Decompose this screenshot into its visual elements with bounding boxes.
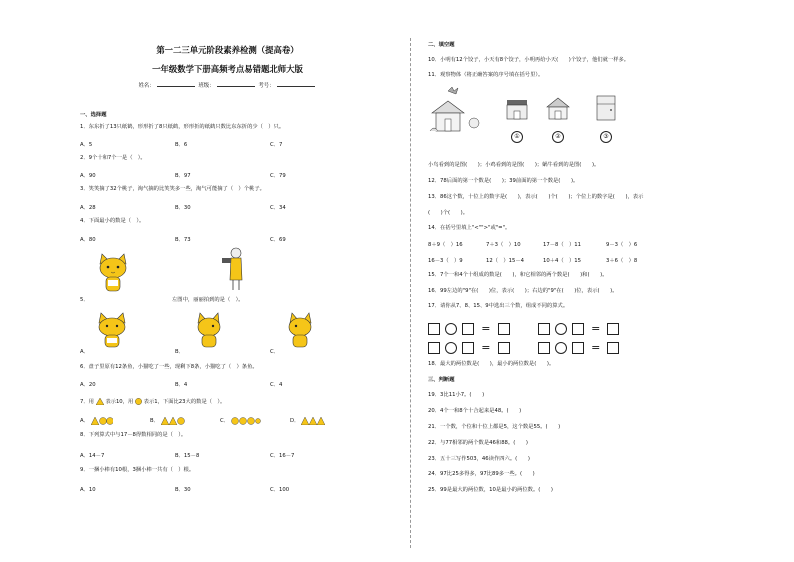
girl-camera-icon [218, 246, 248, 294]
q5-option-images [96, 312, 128, 352]
class-label: 班级： [198, 83, 215, 89]
q5-opt-a[interactable]: A． [80, 349, 89, 355]
q17-text: 17．请你从7、8、15、9中选出三个数，组成不同的算式。 [428, 303, 569, 309]
q22-text: 22．与77相邻的两个数是46和88。( ) [428, 440, 528, 446]
equals-sign: = [481, 322, 491, 335]
name-label: 姓名： [138, 83, 155, 89]
triangle-icon [161, 417, 185, 425]
answer-box[interactable] [498, 323, 510, 335]
name-blank[interactable] [157, 81, 195, 87]
answer-box[interactable] [572, 323, 584, 335]
q5-scene [94, 250, 184, 299]
q8-text: 8．下列算式中与17－8得数相同的是（ ）。 [80, 432, 187, 438]
q7-opt-a[interactable] [80, 416, 113, 425]
q14-text: 14．在括号里填上"<"">"或"="。 [428, 225, 511, 231]
q7-opt-c[interactable] [220, 416, 261, 425]
q24-text: 24．97比25多得多，97比89多一些。( ) [428, 471, 535, 477]
cat-icon [94, 250, 184, 295]
q4-opt-b[interactable]: B．73 [175, 237, 191, 243]
answer-box[interactable] [428, 342, 440, 354]
class-blank[interactable] [217, 81, 255, 87]
q10-text: 10．小明有12个饺子，小天有8个饺子，小明再给小天( )个饺子，他们就一样多。 [428, 57, 630, 63]
q9-opt-a[interactable]: A．10 [80, 487, 96, 493]
circle-icon [231, 417, 261, 425]
q6-opt-a[interactable]: A．20 [80, 382, 96, 388]
q18-text: 18．最大的两位数是( )，最小的两位数是( )。 [428, 361, 555, 367]
q6-opt-c[interactable]: C．4 [270, 382, 283, 388]
triangle-icon [91, 417, 113, 425]
number-label: 考号： [258, 83, 275, 89]
q7-opt-b[interactable] [150, 416, 185, 425]
page-title: 第一二三单元阶段素养检测（提高卷） [156, 45, 299, 55]
q13-text-b: ( )个( )。 [428, 210, 469, 216]
column-divider [410, 38, 411, 548]
operator-circle[interactable] [555, 323, 567, 335]
q7-part-b: 表示10，用 [105, 399, 134, 405]
q8-opt-c[interactable]: C．16－7 [270, 453, 295, 459]
answer-box[interactable] [498, 342, 510, 354]
q11-answer: 小鸟看到的是图( )；小鸡看到的是图( )；蜗牛看到的是图( )。 [428, 162, 600, 168]
q23-text: 23．五十三写作503，46读作四六。( ) [428, 456, 530, 462]
number-blank[interactable] [277, 81, 315, 87]
q5-text: 左图中，丽丽拍到的是（ ）。 [172, 297, 244, 303]
house-icon [428, 85, 488, 137]
answer-box[interactable] [572, 342, 584, 354]
compare-item[interactable]: 3＋6（ ）8 [606, 258, 638, 264]
q4-opt-c[interactable]: C．69 [270, 237, 286, 243]
q1-opt-a[interactable]: A．5 [80, 142, 93, 148]
q7-opt-c-label: C． [220, 418, 229, 424]
house-icon [506, 99, 528, 121]
q8-opt-b[interactable]: B．15－8 [175, 453, 200, 459]
option-mark-3: ③ [600, 131, 612, 143]
q4-opt-a[interactable]: A．80 [80, 237, 96, 243]
q8-opt-a[interactable]: A．14－7 [80, 453, 105, 459]
q15-text: 15．7个一和4个十组成的数是( )，和它相邻的两个数是( )和( )。 [428, 272, 608, 278]
answer-box[interactable] [607, 323, 619, 335]
cat-icon[interactable] [96, 312, 128, 348]
q13-text-a: 13．86这个数，十位上的数字是( )，表示( )个( )；个位上的数字是( )，表示 [428, 194, 644, 200]
q7-part-a: 7．用 [80, 399, 94, 405]
q9-opt-c[interactable]: C．100 [270, 487, 290, 493]
q2-text: 2．9个十和7个一是（ ）。 [80, 155, 146, 161]
equals-sign: = [481, 341, 491, 354]
section-choice: 一、选择题 [80, 112, 107, 118]
q2-opt-a[interactable]: A．90 [80, 173, 96, 179]
q1-opt-b[interactable]: B．6 [175, 142, 188, 148]
q2-opt-c[interactable]: C．79 [270, 173, 286, 179]
q25-text: 25．99是最大的两位数，10是最小的两位数。( ) [428, 487, 553, 493]
q12-text: 12．78后面的第一个数是( )；39前面的第一个数是( )。 [428, 178, 579, 184]
option-mark-1: ① [511, 131, 523, 143]
bird-icon [448, 87, 458, 94]
q3-opt-b[interactable]: B．30 [175, 205, 191, 211]
q6-text: 6．盘子里原有12条鱼，小猫吃了一些，现剩下8条，小猫吃了（ ）条鱼。 [80, 364, 258, 370]
q11-text: 11．观察物体（将正确答案的序号填在括号里）。 [428, 72, 544, 78]
cat-icon[interactable] [191, 312, 223, 348]
operator-circle[interactable] [445, 342, 457, 354]
q9-text: 9．一捆小棒有10根，3捆小棒一共有（ ）根。 [80, 467, 195, 473]
q11-figure [428, 85, 758, 145]
answer-box[interactable] [428, 323, 440, 335]
triangle-icon [301, 417, 325, 425]
q7-opt-a-label: A． [80, 418, 89, 424]
compare-item[interactable]: 7＋3（ ）10 [486, 242, 521, 248]
compare-item[interactable]: 10＋4（ ）15 [543, 258, 582, 264]
answer-box[interactable] [538, 323, 550, 335]
q1-opt-c[interactable]: C．7 [270, 142, 283, 148]
q7-part-c: 表示1，下面比23大的数是（ ）。 [143, 399, 226, 405]
operator-circle[interactable] [555, 342, 567, 354]
q3-opt-c[interactable]: C．34 [270, 205, 286, 211]
circle-icon [135, 398, 142, 405]
section-fill: 二、填空题 [428, 42, 455, 48]
q9-opt-b[interactable]: B．30 [175, 487, 191, 493]
q21-text: 21．一个数，个位和十位上都是5，这个数是55。( ) [428, 424, 561, 430]
q5-opt-b[interactable]: B． [175, 349, 184, 355]
q19-text: 19．3比11小7。( ) [428, 392, 485, 398]
answer-box[interactable] [462, 323, 474, 335]
section-judge: 三、判断题 [428, 377, 455, 383]
option-mark-2: ② [552, 131, 564, 143]
equation-row-2 [428, 337, 619, 356]
q7-opt-d[interactable] [290, 416, 325, 425]
answer-box[interactable] [538, 342, 550, 354]
q3-opt-a[interactable]: A．28 [80, 205, 96, 211]
compare-item[interactable]: 17－8（ ）11 [543, 242, 582, 248]
q5-number: 5． [80, 297, 89, 303]
answer-box[interactable] [607, 342, 619, 354]
compare-item[interactable]: 8＋9（ ）16 [428, 242, 463, 248]
q7-opt-d-label: D． [290, 418, 300, 424]
q7-opt-b-label: B． [150, 418, 159, 424]
q5-opt-c[interactable]: C． [270, 349, 279, 355]
door-icon [596, 95, 616, 121]
page-subtitle: 一年级数学下册高频考点易错题北师大版 [152, 64, 303, 74]
q2-opt-b[interactable]: B．97 [175, 173, 191, 179]
compare-item[interactable]: 16－3（ ）9 [428, 258, 463, 264]
equation-row-1 [428, 318, 619, 337]
cat-icon[interactable] [286, 312, 318, 348]
compare-item[interactable]: 12（ ）15－4 [486, 258, 525, 264]
q3-text: 3．笑笑摘了32个桃子，淘气摘的比笑笑多一些，淘气可能摘了（ ）个桃子。 [80, 186, 265, 192]
answer-box[interactable] [462, 342, 474, 354]
student-info [80, 81, 375, 89]
equals-sign: = [591, 341, 601, 354]
triangle-icon [96, 398, 104, 405]
house-icon [546, 97, 570, 121]
equals-sign: = [591, 322, 601, 335]
q16-text: 16．99左边的"9"在( )位，表示( )；右边的"9"在( )位，表示( )。 [428, 288, 618, 294]
q6-opt-b[interactable]: B．4 [175, 382, 188, 388]
operator-circle[interactable] [445, 323, 457, 335]
q7-text [80, 398, 225, 406]
chick-icon [469, 118, 479, 128]
q20-text: 20．4个一和8个十合起来是48。( ) [428, 408, 522, 414]
compare-item[interactable]: 9－3（ ）6 [606, 242, 638, 248]
q4-text: 4．下面最小的数是（ ）。 [80, 218, 145, 224]
q1-text: 1．东东折了13只纸鹤，形形折了8只纸鹤，形形折的纸鹤只数比东东折的少（ ）只。 [80, 124, 285, 130]
